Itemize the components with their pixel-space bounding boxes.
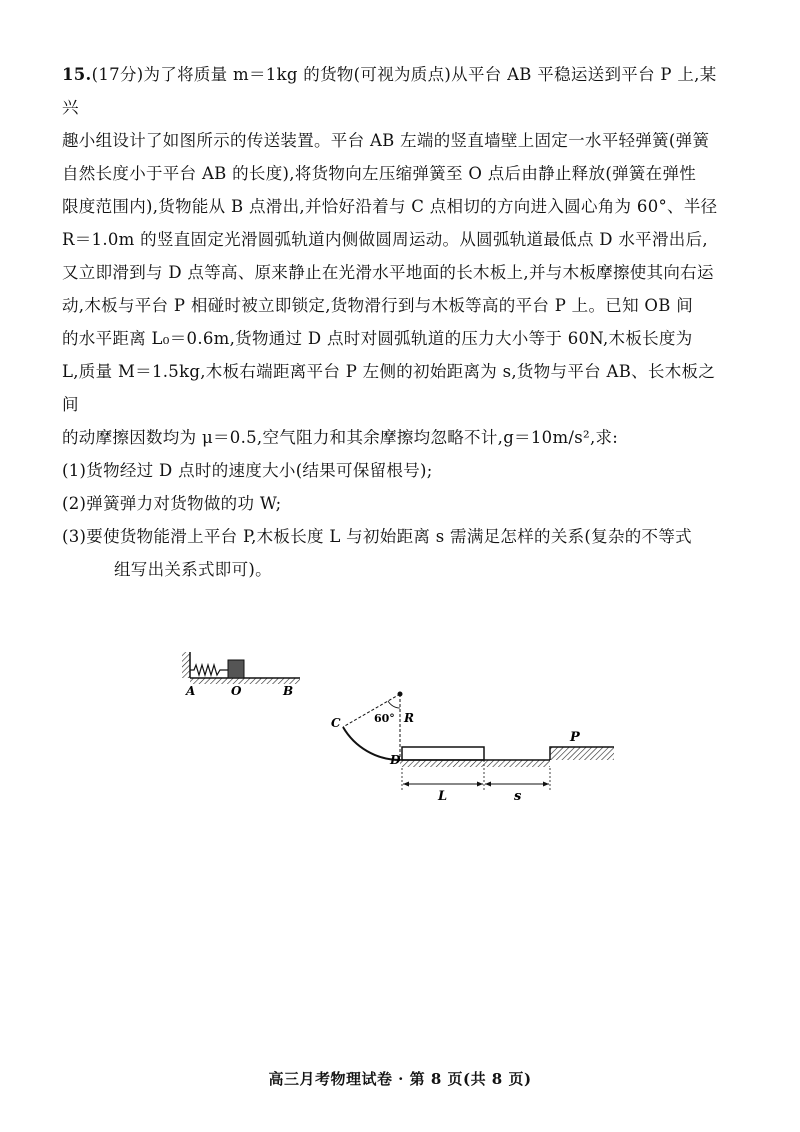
- platform-ab-figure: [178, 648, 308, 698]
- label-b: B: [283, 684, 294, 698]
- label-s: s: [514, 789, 522, 804]
- arc-angle-mark: [388, 701, 400, 708]
- problem-line: L,质量 M＝1.5kg,木板右端距离平台 P 左侧的初始距离为 s,货物与平台 AB、长木板之间: [62, 362, 716, 414]
- problem-line: R＝1.0m 的竖直固定光滑圆弧轨道内侧做圆周运动。从圆弧轨道最低点 D 水平滑出后,: [62, 230, 708, 249]
- problem-line: 自然长度小于平台 AB 的长度),将货物向左压缩弹簧至 O 点后由静止释放(弹簧在弹性: [62, 164, 697, 183]
- problem-line: 限度范围内),货物能从 B 点滑出,并恰好沿着与 C 点相切的方向进入圆心角为 60°、半径: [62, 197, 718, 216]
- problem-line: 的水平距离 L₀＝0.6m,货物通过 D 点时对圆弧轨道的压力大小等于 60N,木板长度为: [62, 329, 693, 348]
- question-1: (1)货物经过 D 点时的速度大小(结果可保留根号);: [62, 461, 433, 480]
- label-r: R: [404, 711, 414, 725]
- question-2: (2)弹簧弹力对货物做的功 W;: [62, 494, 282, 513]
- label-l: L: [438, 789, 448, 804]
- problem-line: 动,木板与平台 P 相碰时被立即锁定,货物滑行到与木板等高的平台 P 上。已知 OB 间: [62, 296, 694, 315]
- problem-line: 的动摩擦因数均为 μ＝0.5,空气阻力和其余摩擦均忽略不计,g＝10m/s²,求:: [62, 428, 619, 447]
- label-a: A: [186, 684, 196, 698]
- problem-line: 趣小组设计了如图所示的传送装置。平台 AB 左端的竖直墙壁上固定一水平轻弹簧(弹簧: [62, 131, 710, 150]
- problem-line: 又立即滑到与 D 点等高、原来静止在光滑水平地面的长木板上,并与木板摩擦使其向右运: [62, 263, 714, 282]
- spring: [190, 665, 228, 675]
- page-footer: 高三月考物理试卷 · 第 8 页(共 8 页): [268, 1070, 532, 1088]
- label-p: P: [570, 730, 580, 745]
- long-board: [402, 747, 484, 760]
- label-o: O: [231, 684, 242, 698]
- label-d: D: [390, 753, 401, 767]
- problem-15: [62, 58, 730, 586]
- problem-line: 15.(17分)为了将质量 m＝1kg 的货物(可视为质点)从平台 AB 平稳运送到平台 P 上,某兴: [62, 65, 717, 117]
- label-c: C: [331, 716, 341, 730]
- platform-p: [550, 747, 614, 760]
- track-board-figure: [330, 686, 620, 806]
- problem-number: 15.: [62, 65, 92, 84]
- label-angle: 60°: [374, 712, 395, 725]
- cargo-block: [228, 660, 244, 678]
- question-3-continued: 组写出关系式即可)。: [114, 560, 272, 579]
- question-3: (3)要使货物能滑上平台 P,木板长度 L 与初始距离 s 需满足怎样的关系(复杂的不等式: [62, 527, 692, 546]
- ground: [400, 760, 550, 767]
- wall: [182, 652, 190, 678]
